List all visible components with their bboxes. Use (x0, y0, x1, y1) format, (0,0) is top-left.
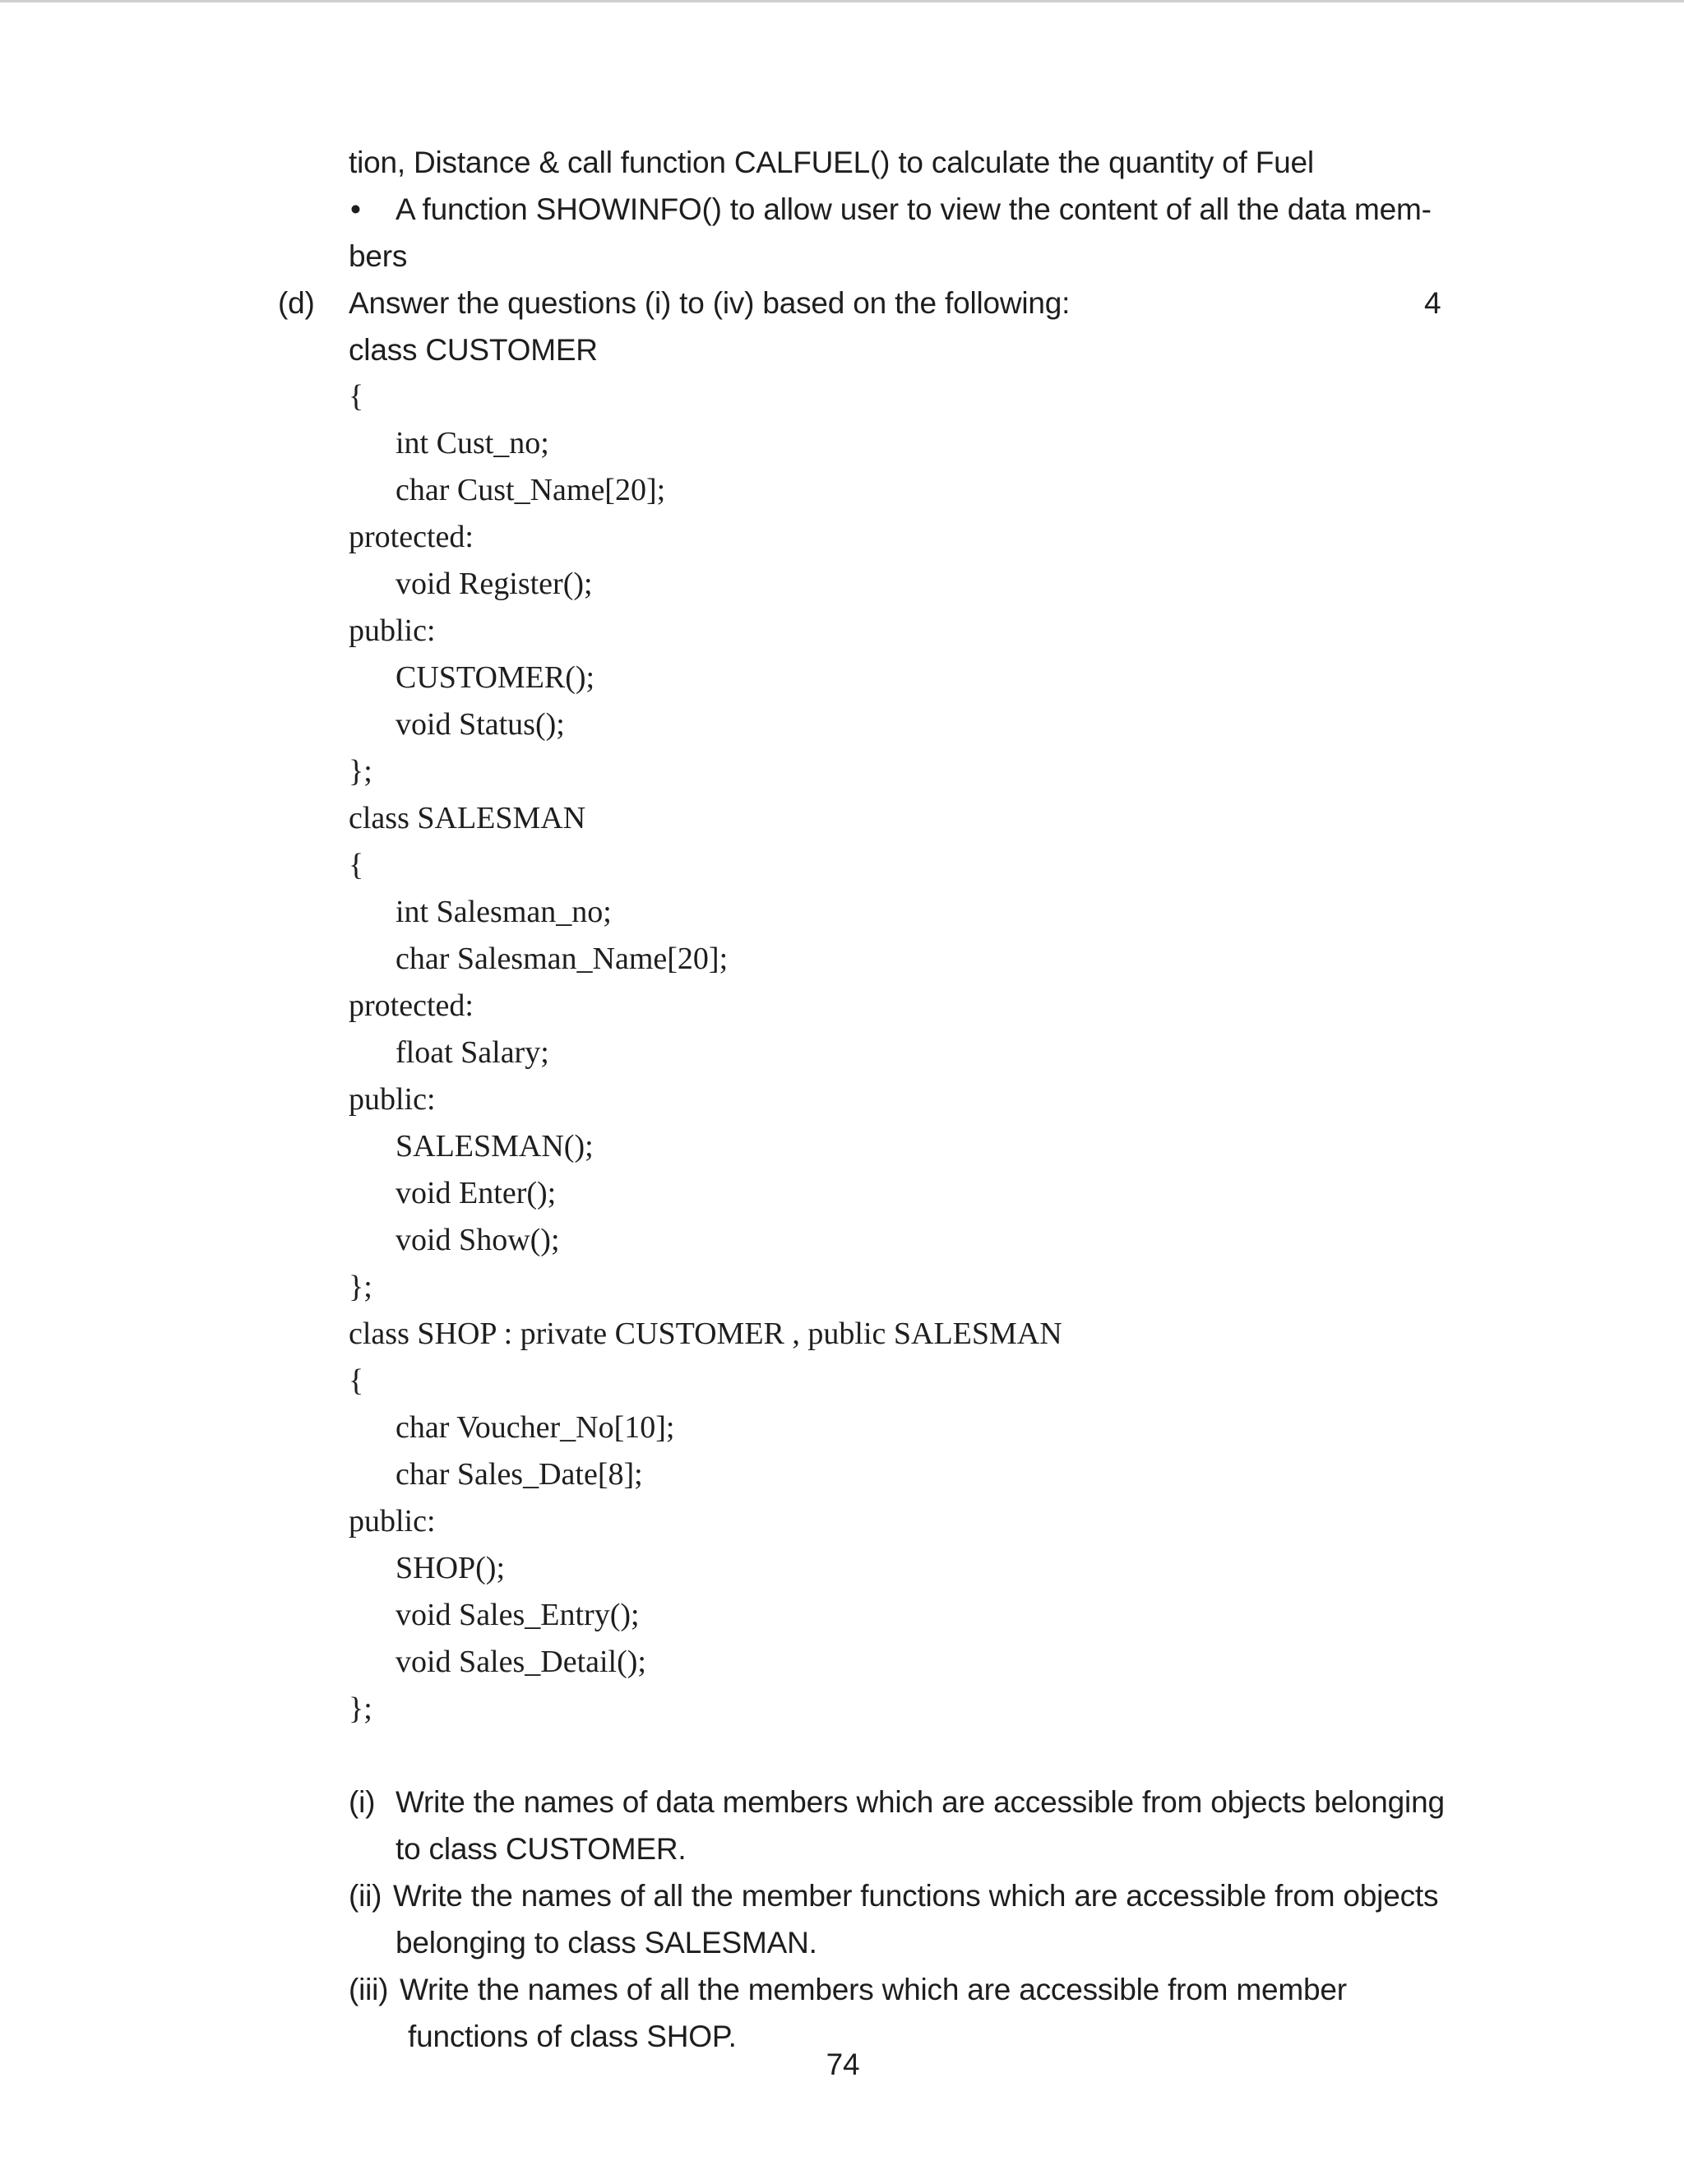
subquestion-label: (iii) (349, 1973, 389, 2006)
page-number: 74 (826, 2048, 860, 2081)
subquestion-label: (i) (349, 1785, 376, 1819)
access-specifier: public: (349, 1504, 436, 1539)
code-open-brace: { (349, 1363, 364, 1398)
code-line: SALESMAN(); (396, 1129, 594, 1164)
code-line: void Register(); (396, 567, 593, 601)
access-specifier: protected: (349, 520, 474, 554)
bullet-text-line2: bers (349, 239, 408, 273)
class-shop-header: class SHOP : private CUSTOMER , public SALESMAN (349, 1316, 1062, 1351)
subquestion-text: to class CUSTOMER. (396, 1832, 687, 1866)
class-salesman-header: class SALESMAN (349, 801, 586, 835)
bullet-text-line1: A function SHOWINFO() to allow user to view the content of all the data mem- (396, 192, 1432, 226)
code-line: int Cust_no; (396, 426, 549, 460)
access-specifier: public: (349, 613, 436, 648)
subquestion-text: Write the names of data members which are accessible from objects belonging (396, 1785, 1445, 1819)
question-text: Answer the questions (i) to (iv) based on the following: (349, 286, 1071, 320)
code-line: void Status(); (396, 707, 565, 742)
code-close-brace: }; (349, 1691, 372, 1726)
subquestion-text: Write the names of all the members which are accessible from member (400, 1973, 1347, 2006)
code-close-brace: }; (349, 1270, 372, 1304)
access-specifier: protected: (349, 988, 474, 1023)
code-line: void Show(); (396, 1223, 560, 1257)
subquestion-label: (ii) (349, 1879, 382, 1913)
code-line: SHOP(); (396, 1551, 506, 1585)
code-line: void Enter(); (396, 1176, 557, 1210)
code-line: char Cust_Name[20]; (396, 473, 666, 507)
code-line: char Sales_Date[8]; (396, 1457, 643, 1492)
code-line: void Sales_Entry(); (396, 1598, 640, 1632)
code-line: char Salesman_Name[20]; (396, 942, 729, 976)
code-line: int Salesman_no; (396, 895, 612, 929)
code-open-brace: { (349, 379, 364, 414)
code-close-brace: }; (349, 754, 372, 789)
code-line: CUSTOMER(); (396, 660, 595, 695)
top-border (0, 0, 1684, 2)
subquestion-text: functions of class SHOP. (408, 2020, 737, 2053)
code-line: char Voucher_No[10]; (396, 1410, 675, 1445)
question-label: (d) (278, 286, 315, 320)
bullet-icon: • (350, 192, 361, 226)
access-specifier: public: (349, 1082, 436, 1117)
code-line: void Sales_Detail(); (396, 1645, 646, 1679)
class-customer-header: class CUSTOMER (349, 333, 598, 367)
question-marks: 4 (1424, 286, 1441, 320)
subquestion-text: belonging to class SALESMAN. (396, 1926, 817, 1960)
subquestion-text: Write the names of all the member functions which are accessible from objects (393, 1879, 1439, 1913)
code-open-brace: { (349, 848, 364, 882)
code-line: float Salary; (396, 1035, 549, 1070)
continuation-line: tion, Distance & call function CALFUEL() to calculate the quantity of Fuel (349, 146, 1314, 179)
